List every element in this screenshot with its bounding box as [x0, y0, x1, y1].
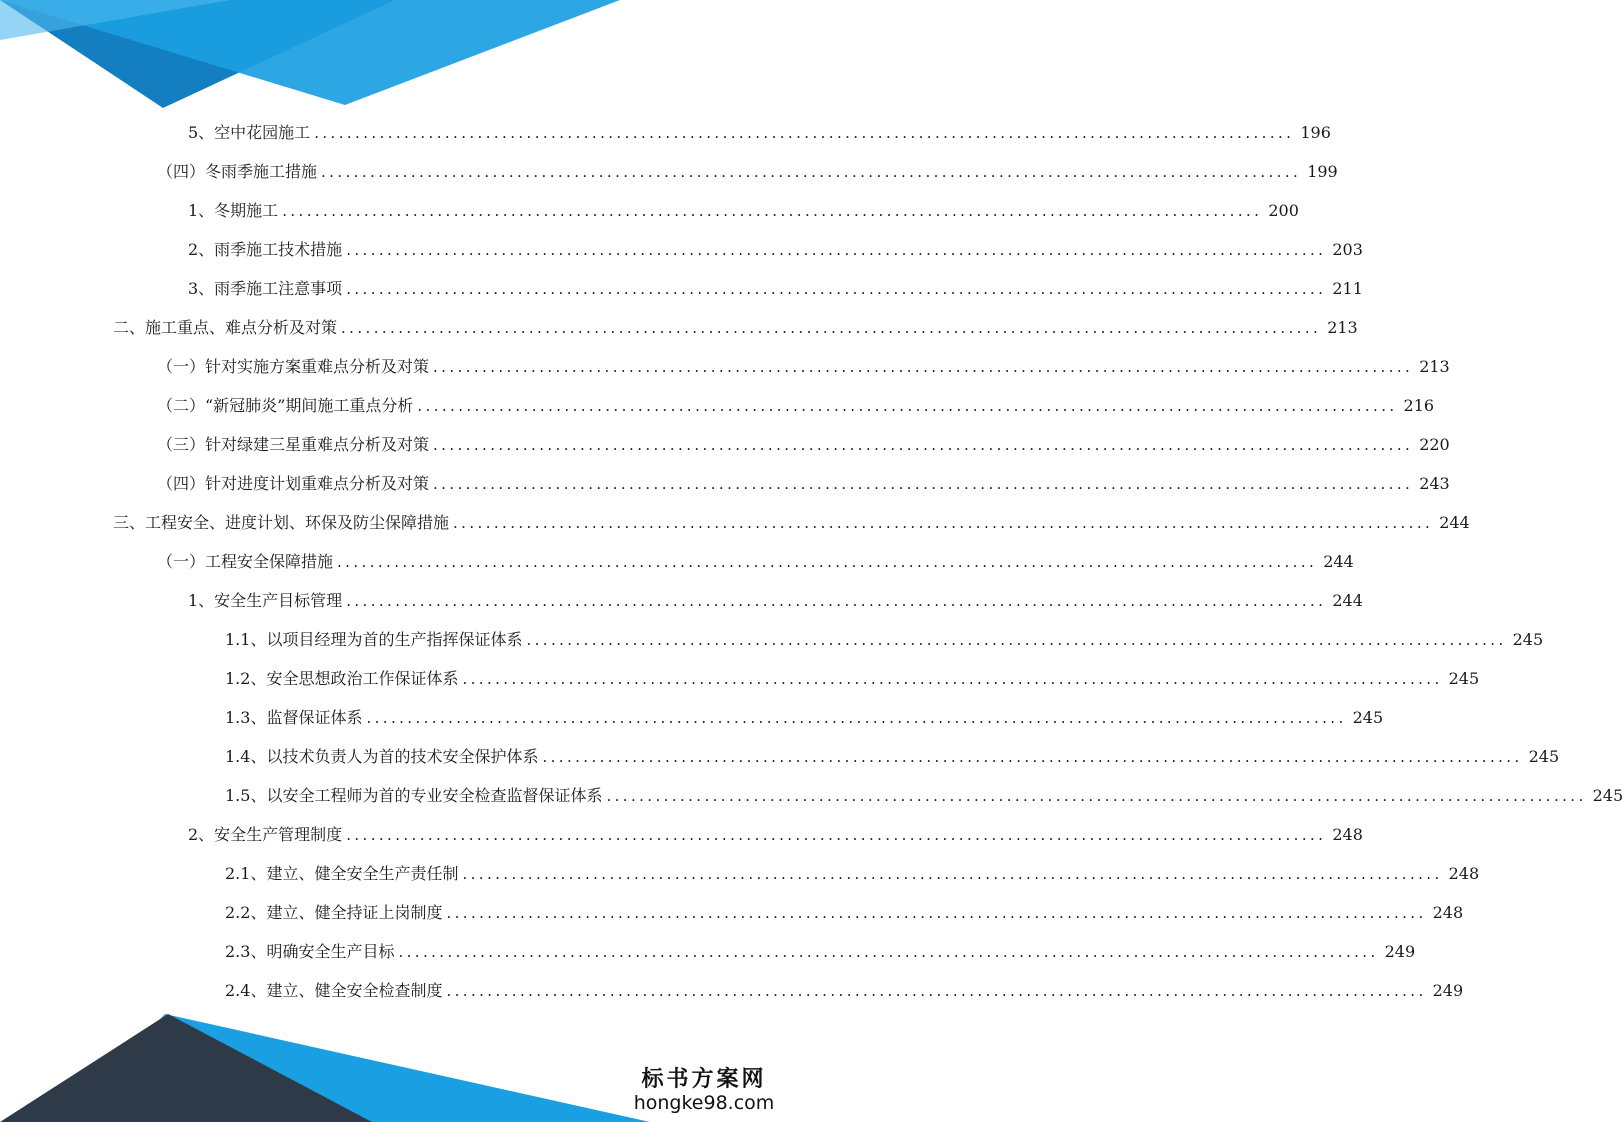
toc-entry[interactable]: [225, 854, 1480, 893]
toc-entry-label: 2.4、建立、健全安全检查制度: [225, 980, 443, 1000]
toc-leader-dots: ........................................................................................................................: [606, 786, 1587, 805]
toc-entry-label: 1.5、以安全工程师为首的专业安全检查监督保证体系: [225, 785, 603, 805]
toc-entry[interactable]: [188, 269, 1363, 308]
toc-entry-label: 2、安全生产管理制度: [188, 824, 343, 844]
toc-entry-page: 249: [1432, 980, 1464, 1000]
toc-entry-page: 244: [1332, 590, 1363, 610]
toc-entry[interactable]: [188, 581, 1363, 620]
toc-entry-page: 200: [1268, 200, 1299, 220]
toc-entry-label: 1、安全生产目标管理: [188, 590, 343, 610]
toc-leader-dots: ........................................................................................................................: [282, 201, 1263, 220]
toc-entry-page: 199: [1307, 161, 1338, 181]
toc-entry-label: （三）针对绿建三星重难点分析及对策: [157, 434, 430, 454]
toc-leader-dots: ........................................................................................................................: [433, 357, 1414, 376]
toc-entry[interactable]: [188, 815, 1363, 854]
toc-entry-page: 220: [1419, 434, 1450, 454]
toc-entry-page: 245: [1512, 629, 1544, 649]
toc-entry-page: 243: [1419, 473, 1450, 493]
toc-entry-label: 2、雨季施工技术措施: [188, 239, 343, 259]
toc-entry[interactable]: [225, 698, 1384, 737]
toc-entry-page: 196: [1300, 122, 1331, 142]
toc-leader-dots: ........................................................................................................................: [462, 864, 1443, 883]
toc-entry-label: 1.3、监督保证体系: [225, 707, 363, 727]
toc-entry[interactable]: [225, 932, 1416, 971]
toc-entry[interactable]: [157, 542, 1354, 581]
toc-entry-label: 1.4、以技术负责人为首的技术安全保护体系: [225, 746, 539, 766]
toc-entry-page: 248: [1448, 863, 1480, 883]
toc-entry-page: 248: [1432, 902, 1464, 922]
toc-entry[interactable]: [225, 659, 1480, 698]
toc-entry[interactable]: [225, 971, 1464, 1010]
toc-entry-page: 245: [1592, 785, 1623, 805]
header-decoration: [0, 0, 793, 120]
toc-entry-label: （二）“新冠肺炎”期间施工重点分析: [157, 395, 414, 415]
toc-entry[interactable]: [157, 152, 1338, 191]
toc-entry-page: 248: [1332, 824, 1363, 844]
watermark-title: 标书方案网: [641, 1066, 767, 1092]
toc-entry[interactable]: [225, 776, 1623, 815]
toc-entry-page: 245: [1528, 746, 1560, 766]
toc-entry-label: 2.2、建立、健全持证上岗制度: [225, 902, 443, 922]
toc-leader-dots: ........................................................................................................................: [542, 747, 1523, 766]
toc-entry-label: 2.3、明确安全生产目标: [225, 941, 395, 961]
toc-entry-label: 1.1、以项目经理为首的生产指挥保证体系: [225, 629, 523, 649]
toc-leader-dots: ........................................................................................................................: [314, 123, 1295, 142]
toc-entry-label: 3、雨季施工注意事项: [188, 278, 343, 298]
toc-leader-dots: ........................................................................................................................: [417, 396, 1398, 415]
toc-leader-dots: ........................................................................................................................: [346, 591, 1327, 610]
toc-entry-label: 三、工程安全、进度计划、环保及防尘保障措施: [113, 512, 450, 532]
toc-entry[interactable]: [225, 620, 1544, 659]
toc-entry[interactable]: [188, 230, 1363, 269]
toc-entry-page: 213: [1419, 356, 1450, 376]
toc-entry[interactable]: [113, 308, 1358, 347]
toc-entry-page: 213: [1327, 317, 1358, 337]
toc-leader-dots: ........................................................................................................................: [453, 513, 1434, 532]
toc-entry[interactable]: [188, 113, 1331, 152]
toc-entry[interactable]: [157, 464, 1450, 503]
watermark: [629, 1066, 779, 1114]
toc-entry-label: （一）工程安全保障措施: [157, 551, 334, 571]
toc-leader-dots: ........................................................................................................................: [341, 318, 1322, 337]
toc-entry-label: （四）冬雨季施工措施: [157, 161, 318, 181]
toc-entry-page: 203: [1332, 239, 1363, 259]
toc-entry-page: 245: [1448, 668, 1480, 688]
toc-entry-page: 244: [1323, 551, 1354, 571]
toc-leader-dots: ........................................................................................................................: [398, 942, 1379, 961]
toc-leader-dots: ........................................................................................................................: [346, 279, 1327, 298]
toc-entry-label: 1、冬期施工: [188, 200, 279, 220]
toc-entry-page: 216: [1403, 395, 1435, 415]
toc-entry-page: 244: [1439, 512, 1470, 532]
toc-entry[interactable]: [225, 737, 1560, 776]
toc-entry[interactable]: [157, 386, 1435, 425]
toc-entry[interactable]: [225, 893, 1464, 932]
toc-leader-dots: ........................................................................................................................: [321, 162, 1302, 181]
toc-entry[interactable]: [157, 347, 1450, 386]
toc-leader-dots: ........................................................................................................................: [346, 240, 1327, 259]
toc-leader-dots: ........................................................................................................................: [446, 903, 1427, 922]
toc-entry-label: 1.2、安全思想政治工作保证体系: [225, 668, 459, 688]
toc-entry-label: （四）针对进度计划重难点分析及对策: [157, 473, 430, 493]
toc-leader-dots: ........................................................................................................................: [346, 825, 1327, 844]
toc-entry-label: 二、施工重点、难点分析及对策: [113, 317, 338, 337]
toc-leader-dots: ........................................................................................................................: [446, 981, 1427, 1000]
toc-leader-dots: ........................................................................................................................: [366, 708, 1347, 727]
toc-entry[interactable]: [157, 425, 1450, 464]
toc-entry-page: 249: [1384, 941, 1416, 961]
toc-entry-label: 2.1、建立、健全安全生产责任制: [225, 863, 459, 883]
toc-leader-dots: ........................................................................................................................: [433, 435, 1414, 454]
toc-entry[interactable]: [113, 503, 1470, 542]
toc-entry-label: （一）针对实施方案重难点分析及对策: [157, 356, 430, 376]
toc-entry-page: 245: [1352, 707, 1384, 727]
toc-leader-dots: ........................................................................................................................: [337, 552, 1318, 571]
watermark-url: hongke98.com: [633, 1092, 775, 1114]
toc-leader-dots: ........................................................................................................................: [526, 630, 1507, 649]
toc-leader-dots: ........................................................................................................................: [462, 669, 1443, 688]
toc-leader-dots: ........................................................................................................................: [433, 474, 1414, 493]
toc-entry[interactable]: [188, 191, 1299, 230]
toc-entry-page: 211: [1332, 278, 1363, 298]
toc-entry-label: 5、空中花园施工: [188, 122, 311, 142]
